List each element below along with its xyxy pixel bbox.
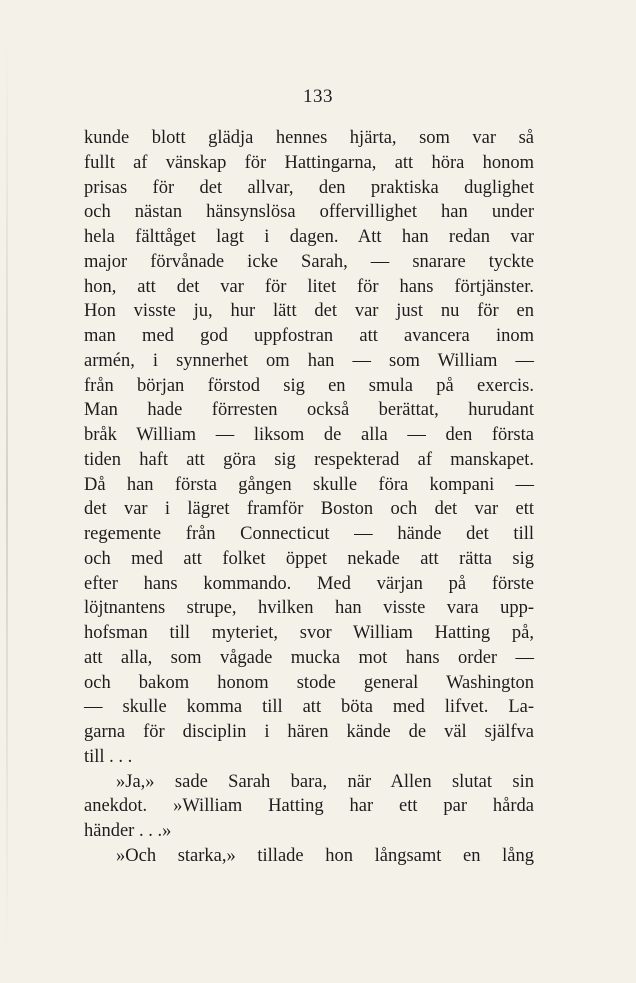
text-line: tiden haft att göra sig respekterad af manskapet.: [84, 449, 534, 470]
text-line: löjtnantens strupe, hvilken han visste vara upp-: [84, 598, 534, 619]
text-line: att alla, som vågade mucka mot hans order —: [84, 647, 534, 668]
text-line: bråk William — liksom de alla — den första: [84, 425, 534, 445]
text-line: och nästan hänsynslösa offervillighet han under: [84, 202, 534, 223]
text-line: det var i lägret framför Boston och det var ett: [84, 499, 534, 520]
text-line: regemente från Connecticut — hände det till: [84, 524, 534, 544]
text-line: anekdot. »William Hatting har ett par hårda: [84, 796, 534, 817]
text-line: major förvånade icke Sarah, — snarare tyckte: [84, 251, 534, 272]
text-line: Man hade förresten också berättat, hurudant: [84, 400, 534, 421]
text-line: och bakom honom stode general Washington: [84, 672, 534, 693]
text-line: prisas för det allvar, den praktiska duglighet: [84, 177, 534, 198]
text-line: Då han första gången skulle föra kompani —: [84, 474, 534, 495]
text-line: »Ja,» sade Sarah bara, när Allen slutat sin: [116, 771, 534, 792]
text-line: hofsman till myteriet, svor William Hatting på,: [84, 623, 534, 643]
text-line: man med god uppfostran att avancera inom: [84, 326, 534, 346]
text-line: hela fälttåget lagt i dagen. Att han redan var: [84, 227, 534, 247]
text-line: och med att folket öppet nekade att rätta sig: [84, 548, 534, 569]
text-line: från början förstod sig en smula på exercis.: [84, 375, 534, 396]
text-line: garna för disciplin i hären kände de väl själfva: [84, 722, 534, 742]
text-line: — skulle komma till att böta med lifvet. La-: [84, 697, 534, 718]
text-line: fullt af vänskap för Hattingarna, att höra honom: [84, 152, 534, 173]
page-number: 133: [303, 86, 333, 107]
text-line: »Och starka,» tillade hon långsamt en lång: [116, 845, 534, 866]
text-line: kunde blott glädja hennes hjärta, som var så: [84, 128, 534, 148]
page-edge-shadow: [6, 40, 8, 950]
text-line: hon, att det var för litet för hans förtjänster.: [84, 276, 534, 297]
text-line: armén, i synnerhet om han — som William —: [84, 350, 534, 371]
text-line: till . . .: [84, 746, 133, 767]
text-line: händer . . .»: [84, 821, 172, 841]
text-line: efter hans kommando. Med värjan på förste: [84, 573, 534, 594]
body-text: [84, 126, 534, 869]
text-line: Hon visste ju, hur lätt det var just nu för en: [84, 301, 534, 322]
